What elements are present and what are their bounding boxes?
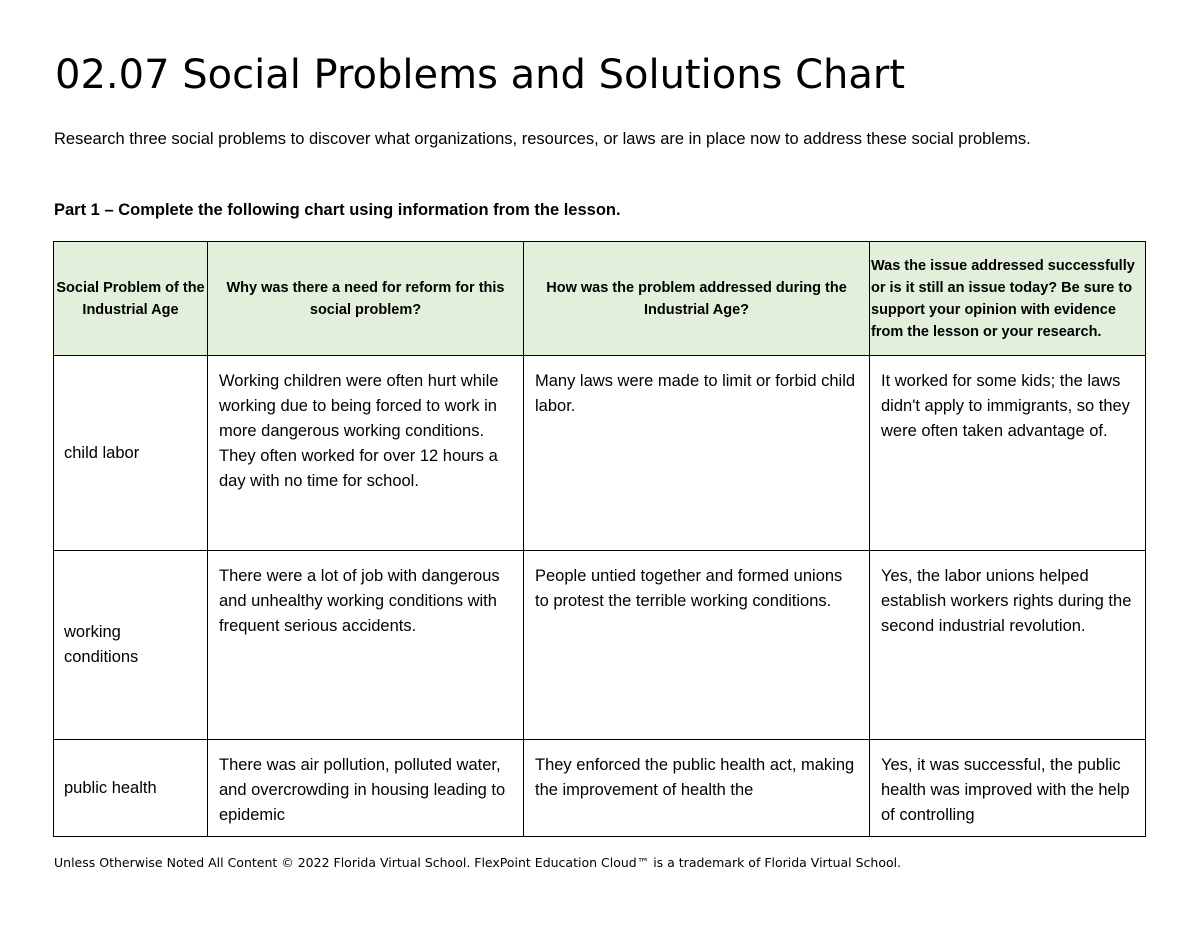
success-cell[interactable]: Yes, the labor unions helped establish workers rights during the second industrial revolution. [870, 551, 1146, 740]
table-row [54, 740, 1146, 837]
addressed-cell[interactable]: Many laws were made to limit or forbid child labor. [524, 356, 870, 551]
part-heading: Part 1 – Complete the following chart using information from the lesson. [54, 201, 621, 219]
page-title: 02.07 Social Problems and Solutions Chart [55, 52, 906, 98]
header-how-addressed: How was the problem addressed during the Industrial Age? [524, 242, 870, 356]
table-header-row [54, 242, 1146, 356]
problem-cell[interactable]: child labor [54, 356, 208, 551]
header-need-for-reform: Why was there a need for reform for this social problem? [208, 242, 524, 356]
need-cell[interactable]: There was air pollution, polluted water, and overcrowding in housing leading to epidemic [208, 740, 524, 837]
header-addressed-successfully: Was the issue addressed successfully or is it still an issue today? Be sure to support your opinion with evidence from the lesson or your research. [870, 242, 1146, 356]
addressed-cell[interactable]: People untied together and formed unions to protest the terrible working conditions. [524, 551, 870, 740]
copyright-footer: Unless Otherwise Noted All Content © 2022 Florida Virtual School. FlexPoint Education Cloud™ is a trademark of Florida Virtual School. [54, 855, 902, 870]
table-row [54, 551, 1146, 740]
problem-cell[interactable]: public health [54, 740, 208, 837]
need-cell[interactable]: Working children were often hurt while working due to being forced to work in more dangerous working conditions. They often worked for over 12 hours a day with no time for school. [208, 356, 524, 551]
table-row [54, 356, 1146, 551]
success-cell[interactable]: Yes, it was successful, the public health was improved with the help of controlling [870, 740, 1146, 837]
success-cell[interactable]: It worked for some kids; the laws didn't apply to immigrants, so they were often taken advantage of. [870, 356, 1146, 551]
social-problems-chart [53, 241, 1146, 837]
intro-paragraph: Research three social problems to discover what organizations, resources, or laws are in place now to address these social problems. [54, 130, 1031, 148]
addressed-cell[interactable]: They enforced the public health act, making the improvement of health the [524, 740, 870, 837]
need-cell[interactable]: There were a lot of job with dangerous and unhealthy working conditions with frequent serious accidents. [208, 551, 524, 740]
problem-cell[interactable]: working conditions [54, 551, 208, 740]
header-social-problem: Social Problem of the Industrial Age [54, 242, 208, 356]
